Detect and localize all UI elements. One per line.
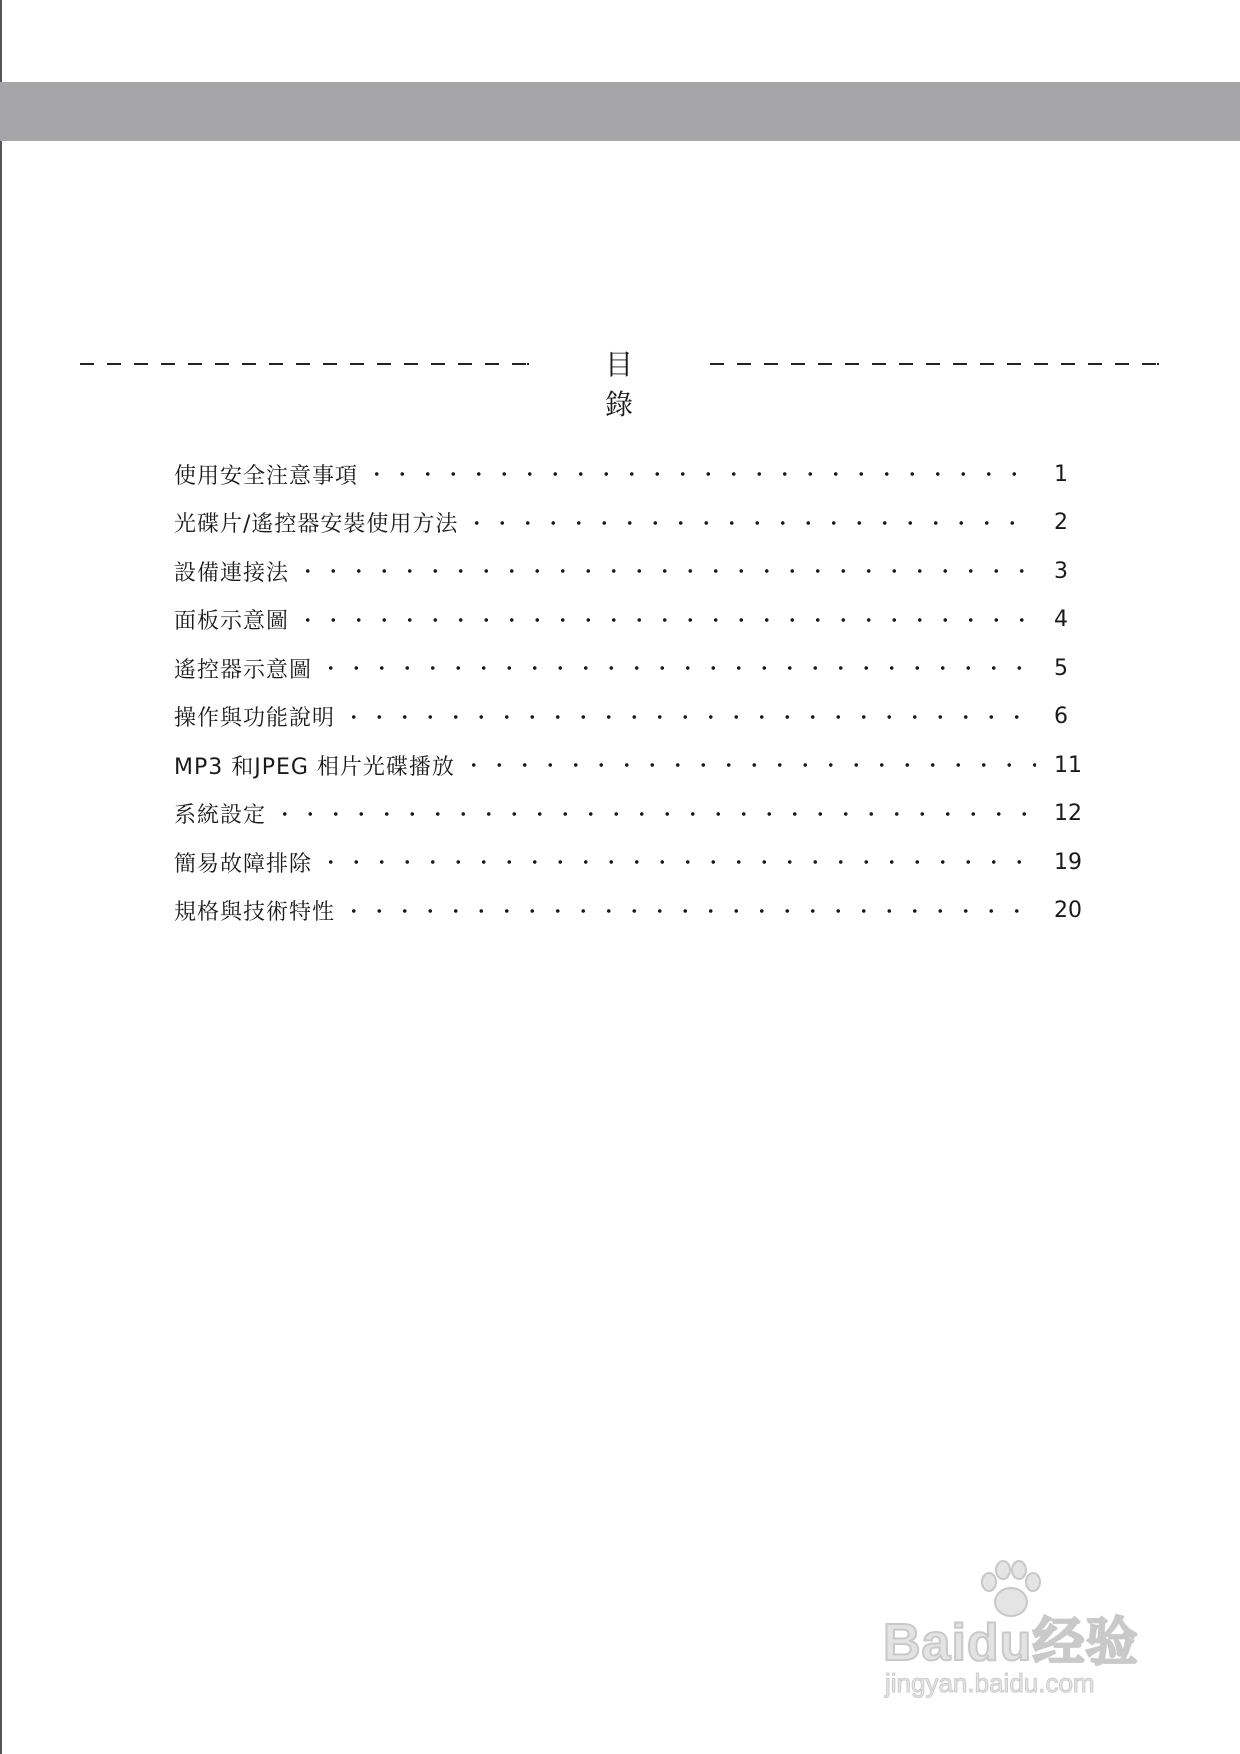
toc-entry[interactable] [174,838,1094,887]
toc-entry-label: 操作與功能說明 [174,706,336,732]
watermark-brand: Baidu经验 [883,1614,1139,1672]
toc-dot-leader [318,666,1036,670]
toc-dot-leader [295,618,1036,622]
toc-entry-page: 2 [1054,510,1068,536]
page-left-edge [0,0,2,1754]
toc-entry[interactable] [174,499,1094,548]
toc-entry[interactable] [174,887,1094,936]
toc-dot-leader [364,472,1036,476]
toc-title-row [80,345,1160,421]
toc-entry-label: 系統設定 [174,803,267,829]
title-dash-right [710,363,1160,365]
toc-entry-page: 5 [1054,655,1068,681]
toc-entry-page: 20 [1054,898,1082,924]
toc-entry-label: 使用安全注意事項 [174,463,359,489]
toc-entry-page: 3 [1054,558,1068,584]
toc-entry-page: 11 [1054,752,1082,778]
toc-entry-page: 6 [1054,704,1068,730]
toc-entry-label: 簡易故障排除 [174,851,313,877]
toc-entry-label: 光碟片/遙控器安裝使用方法 [174,512,459,538]
toc-dot-leader [464,521,1036,525]
title-dash-right-end [1157,363,1159,365]
toc-entry-label: 規格與技術特性 [174,900,336,926]
toc-dot-leader [272,812,1036,816]
toc-dot-leader [341,909,1036,913]
toc-entry[interactable] [174,644,1094,693]
toc-entry[interactable] [174,790,1094,839]
toc-entry-label: 面板示意圖 [174,609,290,635]
toc-dot-leader [318,860,1036,864]
toc-entry-label: MP3 和JPEG 相片光碟播放 [174,754,455,780]
toc-title: 目 錄 [604,348,655,421]
toc-dot-leader [461,763,1036,767]
toc-dot-leader [295,569,1036,573]
header-band [0,82,1240,141]
toc-entry[interactable] [174,450,1094,499]
toc-entry[interactable] [174,547,1094,596]
watermark-url: jingyan.baidu.com [885,1668,1095,1698]
toc-dot-leader [341,715,1036,719]
toc-entry[interactable] [174,741,1094,790]
title-dash-left [80,363,530,365]
toc-entry[interactable] [174,596,1094,645]
toc-entry-label: 遙控器示意圖 [174,657,313,683]
baidu-watermark [875,1560,1175,1710]
title-dash-left-end [527,363,529,365]
toc-entry[interactable] [174,693,1094,742]
toc-entry-page: 12 [1054,801,1082,827]
toc-entry-label: 設備連接法 [174,560,290,586]
toc-entry-page: 19 [1054,849,1082,875]
toc-entry-page: 4 [1054,607,1068,633]
toc-entry-page: 1 [1054,461,1068,487]
toc-list [174,450,1094,935]
